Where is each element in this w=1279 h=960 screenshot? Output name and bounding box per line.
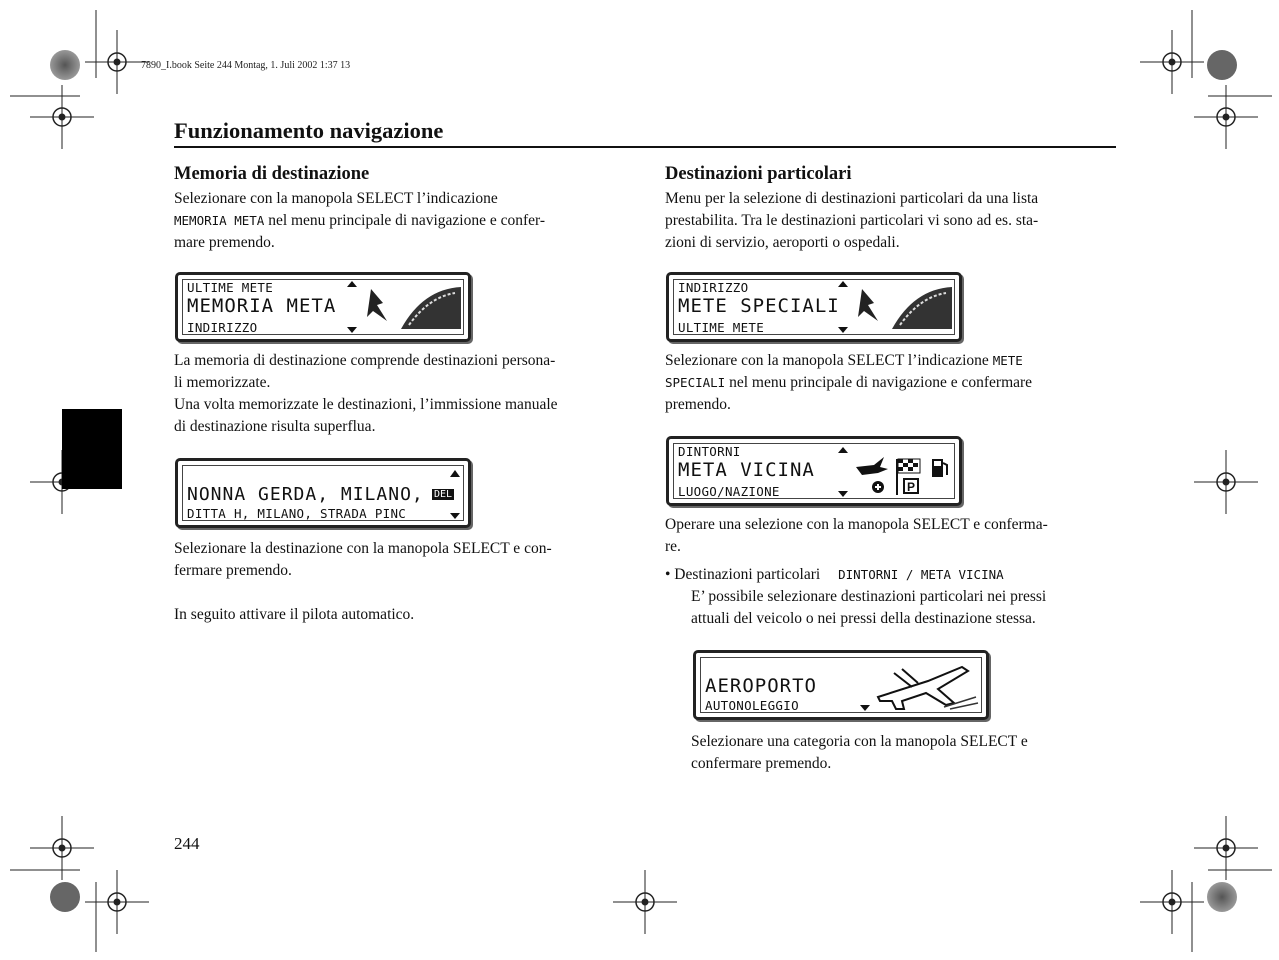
section-thumb-tab: [62, 409, 122, 489]
right-para3: [665, 514, 1115, 558]
left-intro: [174, 188, 624, 254]
display-line: DITTA H, MILANO, STRADA PINC: [187, 506, 407, 521]
arrow-up-icon: [838, 281, 848, 287]
text-fragment: Selezionare con la manopola SELECT l’indicazione: [665, 352, 989, 369]
text-line: Selezionare una categoria con la manopola SELECT e: [691, 733, 1028, 750]
page-title: Funzionamento navigazione: [174, 118, 444, 143]
text-line: fermare premendo.: [174, 562, 292, 579]
left-para4: In seguito attivare il pilota automatico.: [174, 606, 415, 623]
color-wheel-icon: [1207, 882, 1237, 912]
page-number: 244: [174, 834, 200, 853]
text-fragment: nel menu principale di navigazione e confermare: [725, 374, 1033, 391]
text-line: mare premendo.: [174, 234, 275, 251]
display-line-selected: MEMORIA META: [187, 295, 337, 317]
display-line: INDIRIZZO: [678, 280, 749, 295]
inline-code: DINTORNI / META VICINA: [838, 567, 1004, 582]
display-line-selected: AEROPORTO: [705, 675, 817, 697]
display-line: AUTONOLEGGIO: [705, 698, 799, 713]
title-rule: [174, 146, 1116, 148]
display-line: INDIRIZZO: [187, 320, 258, 335]
display-line: ULTIME METE: [187, 280, 274, 295]
text-line: [665, 372, 1115, 394]
inline-code: SPECIALI: [665, 375, 726, 390]
display-line: ULTIME METE: [678, 320, 765, 335]
text-line: attuali del veicolo o nei pressi della destinazione stessa.: [691, 610, 1036, 627]
delete-label: DEL: [434, 489, 453, 500]
text-line: premendo.: [665, 396, 731, 413]
left-para2: [174, 350, 624, 438]
text-line: li memorizzate.: [174, 374, 271, 391]
color-wheel-icon: [1207, 50, 1237, 80]
display-line: LUOGO/NAZIONE: [678, 484, 780, 499]
display-line-selected: META VICINA: [678, 459, 815, 481]
right-heading: Destinazioni particolari: [665, 164, 852, 184]
text-line: Operare una selezione con la manopola SELECT e conferma-: [665, 516, 1048, 533]
left-heading: Memoria di destinazione: [174, 164, 370, 184]
color-wheel-icon: [50, 882, 80, 912]
text-line: La memoria di destinazione comprende destinazioni persona-: [174, 352, 556, 369]
radio-display-destination-list: [175, 458, 471, 528]
arrow-down-icon: [838, 491, 848, 497]
map-compass-icon: [343, 281, 461, 333]
right-para4: [691, 731, 1115, 775]
radio-display-dintorni: [666, 436, 962, 506]
text-line: prestabilita. Tra le destinazioni particolari vi sono ad es. sta-: [665, 212, 1039, 229]
text-line: di destinazione risulta superflua.: [174, 418, 376, 435]
display-line-selected: NONNA GERDA, MILANO,: [187, 484, 424, 505]
arrow-down-icon: [347, 327, 357, 333]
text-fragment: nel menu principale di navigazione e confer-: [264, 212, 546, 229]
inline-code: METE: [992, 353, 1023, 368]
right-intro: [665, 188, 1115, 254]
inline-code: MEMORIA META: [174, 213, 265, 228]
display-line-selected: METE SPECIALI: [678, 295, 840, 317]
parking-label: P: [907, 480, 916, 494]
arrow-up-icon: [838, 447, 848, 453]
text-line: [174, 210, 624, 232]
radio-display-aeroporto: [693, 650, 989, 720]
text-line: Menu per la selezione di destinazioni particolari da una lista: [665, 190, 1039, 207]
text-line: zioni di servizio, aeroporti o ospedali.: [665, 234, 900, 251]
map-compass-icon: [834, 281, 952, 333]
scroll-arrows-icon: [448, 467, 462, 519]
airplane-icon: [856, 457, 888, 475]
display-line: DINTORNI: [678, 444, 741, 459]
text-line: Selezionare la destinazione con la manopola SELECT e con-: [174, 540, 552, 557]
radio-display-mete-speciali: [666, 272, 962, 342]
text-line: E’ possibile selezionare destinazioni particolari nei pressi: [691, 588, 1047, 605]
text-line: confermare premendo.: [691, 755, 832, 772]
text-line: Selezionare con la manopola SELECT l’indicazione: [174, 190, 498, 207]
color-wheel-icon: [50, 50, 80, 80]
poi-icons: [834, 445, 954, 497]
arrow-up-icon: [347, 281, 357, 287]
arrow-down-icon: [838, 327, 848, 333]
left-para3: [174, 538, 624, 582]
text-line: re.: [665, 538, 681, 555]
radio-display-memoria: [175, 272, 471, 342]
bullet-item: [665, 564, 1115, 586]
bullet-label: • Destinazioni particolari: [665, 566, 821, 583]
right-para2: [665, 350, 1115, 416]
text-line: Una volta memorizzate le destinazioni, l’immissione manuale: [174, 396, 558, 413]
running-head: 7890_I.book Seite 244 Montag, 1. Juli 2002 1:37 13: [141, 60, 351, 71]
bullet-text: [691, 586, 1115, 630]
text-line: [665, 350, 1115, 372]
airplane-icon: [858, 659, 980, 711]
arrow-down-icon: [860, 705, 870, 711]
